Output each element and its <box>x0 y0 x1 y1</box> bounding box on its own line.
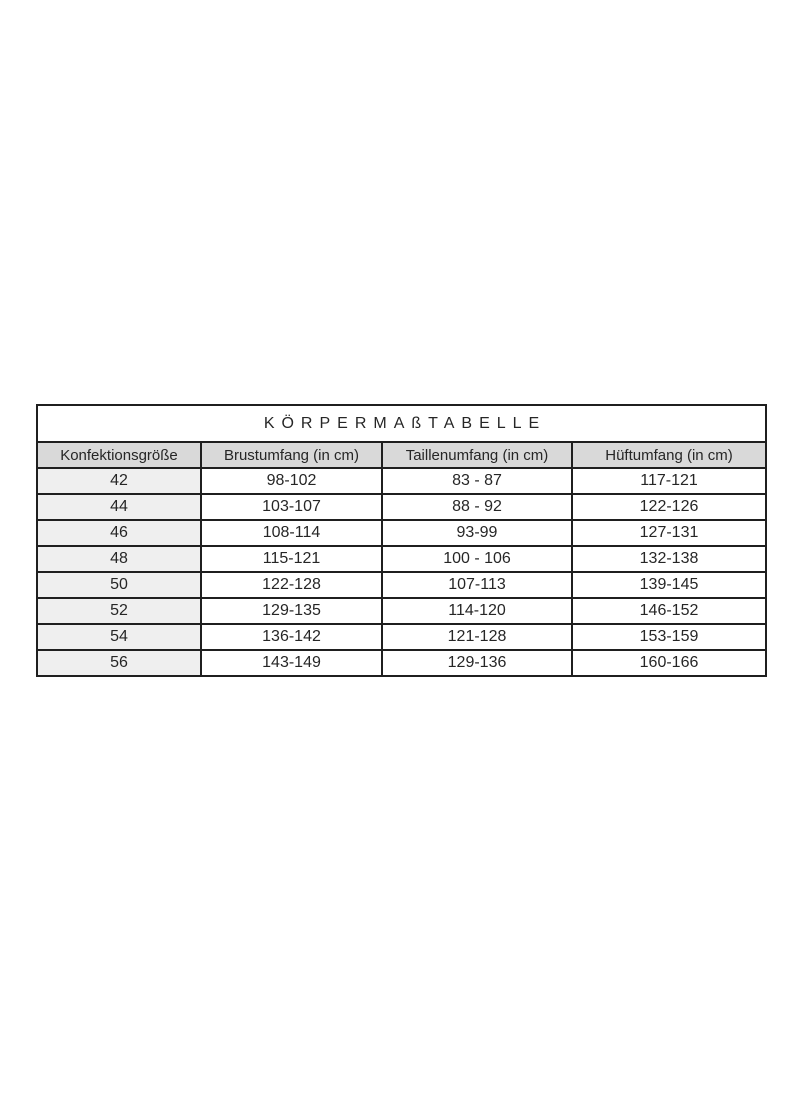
bust-cell: 103-107 <box>201 494 382 520</box>
waist-cell: 93-99 <box>382 520 572 546</box>
hip-cell: 127-131 <box>572 520 766 546</box>
bust-cell: 122-128 <box>201 572 382 598</box>
table-row <box>37 650 766 676</box>
table-body <box>37 468 766 676</box>
waist-cell: 100 - 106 <box>382 546 572 572</box>
bust-cell: 115-121 <box>201 546 382 572</box>
hip-cell: 146-152 <box>572 598 766 624</box>
table-row <box>37 468 766 494</box>
column-header-hueftumfang: Hüftumfang (in cm) <box>572 442 766 468</box>
bust-cell: 129-135 <box>201 598 382 624</box>
column-header-taillenumfang: Taillenumfang (in cm) <box>382 442 572 468</box>
table-row <box>37 520 766 546</box>
bust-cell: 108-114 <box>201 520 382 546</box>
waist-cell: 129-136 <box>382 650 572 676</box>
column-header-brustumfang: Brustumfang (in cm) <box>201 442 382 468</box>
table-row <box>37 572 766 598</box>
size-chart-table <box>36 404 767 677</box>
bust-cell: 143-149 <box>201 650 382 676</box>
waist-cell: 88 - 92 <box>382 494 572 520</box>
table-title: KÖRPERMAßTABELLE <box>37 405 766 442</box>
size-cell: 42 <box>37 468 201 494</box>
size-cell: 52 <box>37 598 201 624</box>
size-cell: 46 <box>37 520 201 546</box>
table-row <box>37 546 766 572</box>
table-row <box>37 598 766 624</box>
table-header-row <box>37 442 766 468</box>
waist-cell: 114-120 <box>382 598 572 624</box>
hip-cell: 153-159 <box>572 624 766 650</box>
hip-cell: 132-138 <box>572 546 766 572</box>
waist-cell: 107-113 <box>382 572 572 598</box>
table-title-row <box>37 405 766 442</box>
hip-cell: 160-166 <box>572 650 766 676</box>
column-header-konfektionsgroesse: Konfektionsgröße <box>37 442 201 468</box>
table-row <box>37 494 766 520</box>
size-cell: 54 <box>37 624 201 650</box>
hip-cell: 139-145 <box>572 572 766 598</box>
waist-cell: 83 - 87 <box>382 468 572 494</box>
table-row <box>37 624 766 650</box>
bust-cell: 98-102 <box>201 468 382 494</box>
size-cell: 50 <box>37 572 201 598</box>
waist-cell: 121-128 <box>382 624 572 650</box>
bust-cell: 136-142 <box>201 624 382 650</box>
size-cell: 48 <box>37 546 201 572</box>
hip-cell: 122-126 <box>572 494 766 520</box>
hip-cell: 117-121 <box>572 468 766 494</box>
size-cell: 56 <box>37 650 201 676</box>
size-cell: 44 <box>37 494 201 520</box>
